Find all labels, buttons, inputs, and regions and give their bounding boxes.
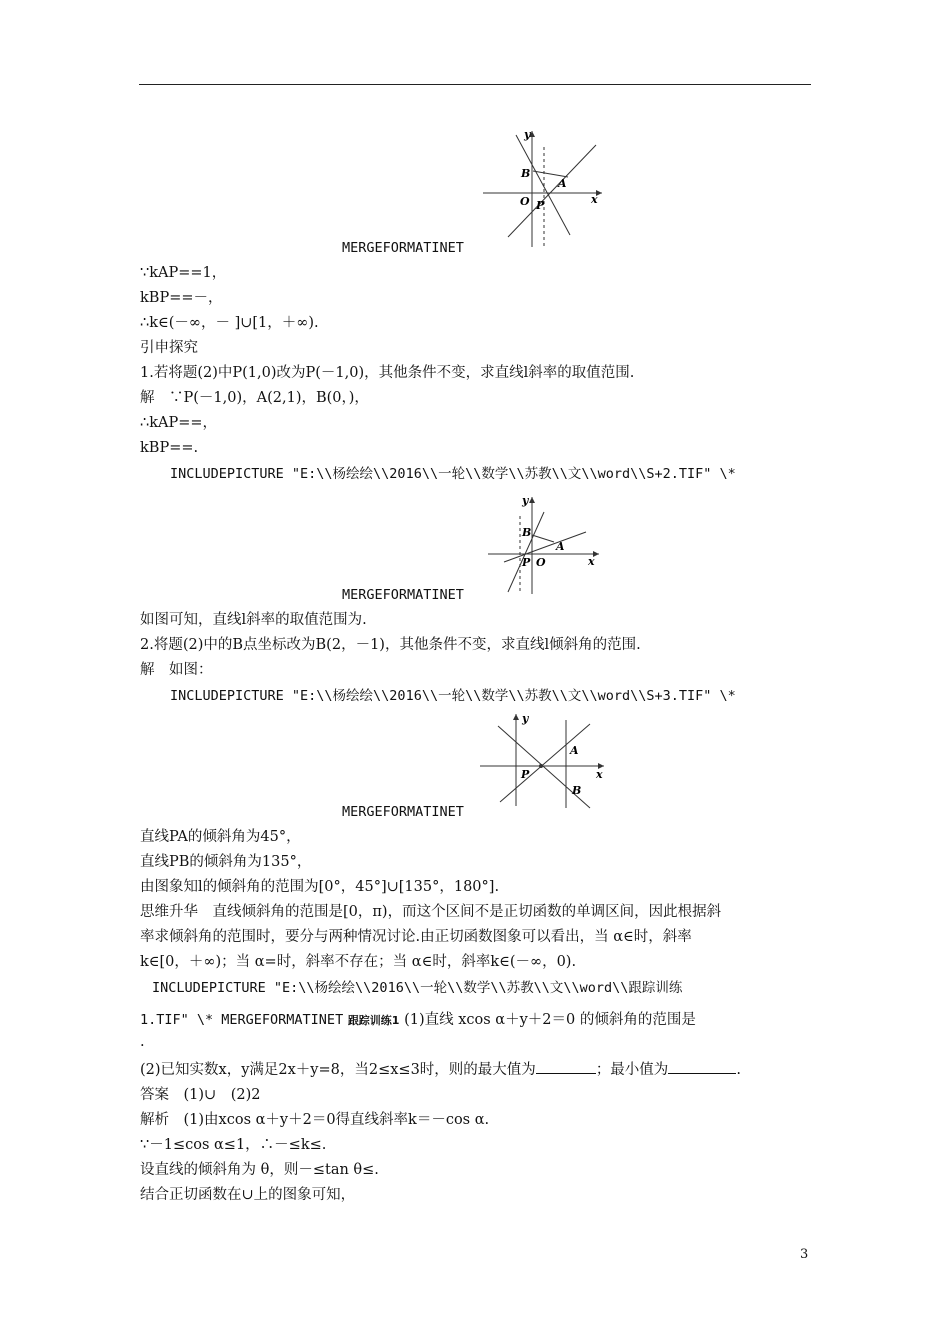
text-line-23: [140, 1060, 741, 1080]
fig1-label-x: x: [591, 193, 598, 206]
figure-1: [478, 125, 608, 250]
fig1-label-b: B: [521, 167, 531, 180]
text-line-15: 直线PB的倾斜角为135°，: [140, 854, 312, 870]
text-line-21-question: (1)直线 xcos α＋y＋2＝0 的倾斜角的范围是: [404, 1012, 696, 1028]
fig3-label-b: B: [572, 784, 582, 797]
text-line-25: 解析 (1)由xcos α＋y＋2＝0得直线斜率k＝－cos α.: [140, 1112, 490, 1128]
text-line-12: 解 如图：: [140, 662, 213, 678]
figure-2: [484, 492, 604, 597]
fig3-label-x: x: [596, 768, 603, 781]
fig3-label-y: y: [522, 712, 529, 725]
fig1-caption: MERGEFORMATINET: [342, 240, 464, 256]
text-line-13: INCLUDEPICTURE "E:\\杨绘绘\\2016\\一轮\\数学\\苏教\\文\\word\\S+3.TIF" \*: [170, 688, 736, 704]
text-line-22: .: [140, 1034, 145, 1050]
text-line-10: 如图可知，直线l斜率的取值范围为.: [140, 612, 367, 628]
figure-2-graph: [484, 492, 604, 597]
text-line-14: 直线PA的倾斜角为45°，: [140, 829, 301, 845]
text-line-7: ∴kAP==，: [140, 415, 218, 431]
fig3-label-a: A: [570, 744, 579, 757]
text-line-17: 思维升华 直线倾斜角的范围是[0，π)，而这个区间不是正切函数的单调区间，因此根据斜: [140, 904, 722, 920]
fig1-label-y: y: [524, 128, 531, 141]
text-line-24: 答案 (1)∪ (2)2: [140, 1087, 261, 1103]
text-line-27: 设直线的倾斜角为 θ，则－≤tan θ≤.: [140, 1162, 379, 1178]
figure-3-graph: [478, 710, 608, 810]
fig2-label-y: y: [522, 494, 529, 507]
fig2-label-b: B: [522, 526, 532, 539]
text-line-5: 1.若将题(2)中P(1,0)改为P(－1,0)，其他条件不变，求直线l斜率的取值范围.: [140, 365, 635, 381]
fig2-label-p: P: [522, 556, 531, 569]
text-line-9: INCLUDEPICTURE "E:\\杨绘绘\\2016\\一轮\\数学\\苏教\\文\\word\\S+2.TIF" \*: [170, 466, 736, 482]
text-line-19: k∈[0，＋∞)；当 α=时，斜率不存在；当 α∈时，斜率k∈(－∞，0).: [140, 954, 577, 970]
page-number: 3: [800, 1247, 809, 1262]
figure-1-graph: [478, 125, 608, 250]
text-line-6: 解 ∵P(－1,0)，A(2,1)，B(0，)，: [140, 390, 369, 406]
fig3-caption: MERGEFORMATINET: [342, 804, 464, 820]
text-line-20: INCLUDEPICTURE "E:\\杨绘绘\\2016\\一轮\\数学\\苏教\\文\\word\\跟踪训练: [152, 980, 683, 996]
text-line-21: [140, 1010, 696, 1031]
text-line-16: 由图象知l的倾斜角的范围为[0°，45°]∪[135°，180°].: [140, 879, 500, 895]
text-line-28: 结合正切函数在∪上的图象可知，: [140, 1187, 356, 1203]
text-line-23-mid: ；最小值为: [595, 1062, 669, 1078]
text-line-21-field: 1.TIF" \* MERGEFORMATINET: [140, 1012, 344, 1028]
text-line-23-question: (2)已知实数x，y满足2x＋y=8，当2≤x≤3时，则的最大值为: [140, 1062, 536, 1078]
figure-3: [478, 710, 608, 810]
text-line-1: ∵kAP==1，: [140, 265, 227, 281]
fig2-label-o: O: [536, 556, 546, 569]
fig1-label-a: A: [558, 177, 567, 190]
exercise-tag: 跟踪训练1: [347, 1014, 400, 1027]
text-line-26: ∵－1≤cos α≤1，∴－≤k≤.: [140, 1137, 327, 1153]
header-rule: [139, 84, 811, 85]
answer-blank-min: [668, 1061, 736, 1074]
fig1-label-o: O: [520, 195, 530, 208]
fig1-label-p: P: [536, 199, 545, 212]
text-line-8: kBP==.: [140, 440, 199, 456]
text-line-18: 率求倾斜角的范围时，要分与两种情况讨论.由正切函数图象可以看出，当 α∈时，斜率: [140, 929, 692, 945]
fig3-label-p: P: [521, 768, 530, 781]
text-line-4: 引申探究: [140, 340, 198, 356]
fig2-caption: MERGEFORMATINET: [342, 587, 464, 603]
fig2-label-a: A: [556, 540, 565, 553]
text-line-2: kBP==－，: [140, 290, 223, 306]
text-line-11: 2.将题(2)中的B点坐标改为B(2，－1)，其他条件不变，求直线l倾斜角的范围.: [140, 637, 641, 653]
text-line-3: ∴k∈(－∞，－ ]∪[1，＋∞).: [140, 315, 319, 331]
text-line-23-end: .: [736, 1062, 741, 1078]
fig2-label-x: x: [588, 555, 595, 568]
answer-blank-max: [536, 1061, 596, 1074]
